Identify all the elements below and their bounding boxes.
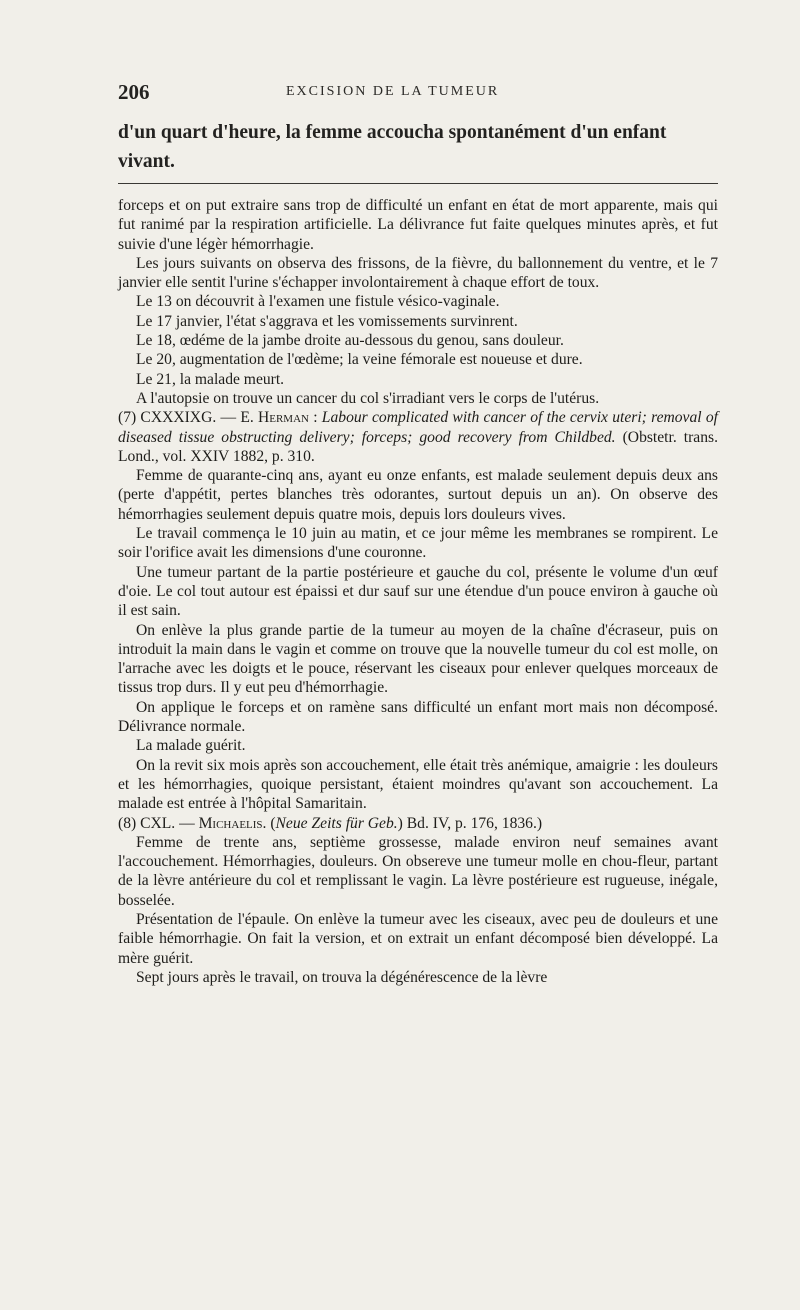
paragraph: forceps et on put extraire sans trop de difficulté un enfant en état de mort apparente, mais qui fut ranimé par la respiration artificielle. La délivrance fut faite quelques minutes après, et fut suivie d'une légèr hémorrhagie. — [118, 197, 718, 253]
page-header — [118, 80, 718, 106]
paragraph: A l'autopsie on trouve un cancer du col s'irradiant vers le corps de l'utérus. — [136, 389, 600, 407]
case-journal: ) Bd. IV, p. 176, 1836.) — [397, 814, 543, 832]
case-author: E. Herman — [240, 409, 309, 427]
case-author: Michaelis. — [198, 814, 267, 832]
separator: : — [308, 409, 322, 427]
paragraph: Présentation de l'épaule. On enlève la tumeur avec les ciseaux, avec peu de douleurs et une faible hémorrhagie. On fait la version, et on extrait un enfant décomposé bien développé. La mère guérit. — [118, 910, 718, 967]
case-journal: (Obstetr. trans. Lond., vol. XXIV 1882, p. 310. — [118, 428, 718, 465]
case-number: (7) CXXXIXG. — — [118, 409, 241, 427]
paragraph: Le 21, la malade meurt. — [136, 370, 285, 388]
paragraph: Le 17 janvier, l'état s'aggrava et les vomissements survinrent. — [136, 312, 518, 330]
paragraph: Le 13 on découvrit à l'examen une fistule vésico-vaginale. — [136, 293, 500, 311]
running-head: EXCISION DE LA TUMEUR — [286, 84, 500, 99]
paragraph: On la revit six mois après son accouchement, elle était très anémique, amaigrie : les douleurs et les hémorrhagies, quoique persistant, étaient moindres qu'avant son accouchement. La malade est entrée à l'hôpital Samaritain. — [118, 756, 718, 813]
page-number: 206 — [118, 80, 150, 104]
paragraph: Le 18, œdéme de la jambe droite au-dessous du genou, sans douleur. — [136, 332, 564, 350]
paragraph: On applique le forceps et on ramène sans difficulté un enfant mort mais non décomposé. Délivrance normale. — [118, 698, 718, 736]
paragraph: Femme de trente ans, septième grossesse, malade environ neuf semaines avant l'accouchement. Hémorrhagies, douleurs. On obsereve une tumeur molle en chou-fleur, partant de la lèvre antérieure du col et remplissant le vagin. La lèvre postérieure est rugueuse, inégale, bosselée. — [118, 833, 718, 909]
paragraph: Le travail commença le 10 juin au matin, et ce jour même les membranes se rompirent. Le soir l'orifice avait les dimensions d'une couronne. — [118, 525, 718, 562]
intro-paragraph: d'un quart d'heure, la femme accoucha spontanément d'un enfant vivant. — [118, 122, 667, 172]
case-title: Labour complicated with cancer of the cervix uteri; removal of diseased tissue obstructing delivery; forceps; good recovery from Childbed. — [118, 409, 718, 446]
paragraph: Sept jours après le travail, on trouva la dégénérescence de la lèvre — [136, 968, 548, 986]
paragraph: On enlève la plus grande partie de la tumeur au moyen de la chaîne d'écraseur, puis on introduit la main dans le vagin et comme on trouve que la nouvelle tumeur du col est molle, on l'arrache avec les doigts et le pouce, réservant les ciseaux pour enlever quelques morceaux de tissus trop durs. Il y eut peu d'hémorrhagie. — [118, 621, 718, 697]
case-number: (8) CXL. — — [118, 814, 199, 832]
case-reference — [118, 814, 718, 833]
paren-open: ( — [266, 814, 276, 832]
case-reference — [118, 408, 718, 466]
paragraph: Femme de quarante-cinq ans, ayant eu onze enfants, est malade seulement depuis deux ans (perte d'appétit, pertes blanches très odorantes, surtout depuis un an). On observe des hémorrhagies seulement depuis quatre mois, depuis lors douleurs vives. — [118, 467, 718, 523]
paragraph: Le 20, augmentation de l'œdème; la veine fémorale est noueuse et dure. — [136, 351, 583, 369]
case-title: Neue Zeits für Geb. — [275, 814, 398, 832]
paragraph: La malade guérit. — [136, 737, 246, 755]
body-text — [118, 196, 718, 987]
paragraph: Les jours suivants on observa des frissons, de la fièvre, du ballonnement du ventre, et le 7 janvier elle sentit l'urine s'échapper involontairement à chaque effort de toux. — [118, 254, 718, 292]
paragraph: Une tumeur partant de la partie postérieure et gauche du col, présente le volume d'un œuf d'oie. Le col tout autour est épaissi et dur sauf sur une étendue d'un pouce environ à gauche où il est sain. — [118, 563, 718, 620]
separator-rule — [118, 183, 718, 184]
